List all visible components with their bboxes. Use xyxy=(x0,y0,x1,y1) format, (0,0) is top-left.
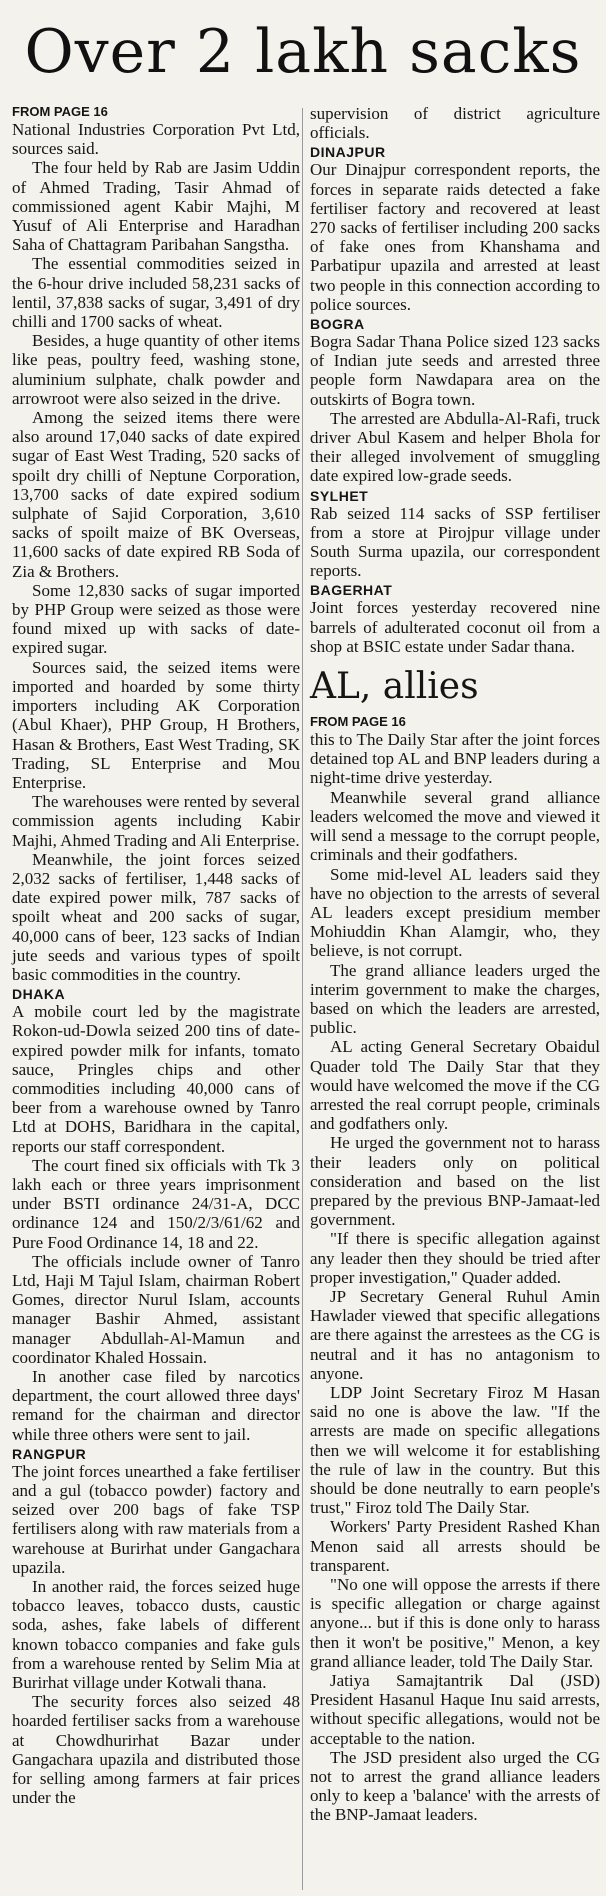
paragraph: The security forces also seized 48 hoarded fertiliser sacks from a warehouse at Chowdhurirhat Bazar under Gangachara upazila and distributed those for selling among farmers at fair prices under the xyxy=(12,1692,300,1808)
paragraph: "If there is specific allegation against any leader then they should be tried after proper investigation," Quader added. xyxy=(310,1229,600,1287)
paragraph: LDP Joint Secretary Firoz M Hasan said no one is above the law. "If the arrests are made on specific allegations then we will welcome it for establishing the rule of law in the country. But this should be done neutrally to earn people's trust," Firoz told The Daily Star. xyxy=(310,1382,600,1518)
paragraph: Some 12,830 sacks of sugar imported by PHP Group were seized as those were found mixed up with sacks of date-expired sugar. xyxy=(12,580,300,658)
paragraph: The arrested are Abdulla-Al-Rafi, truck driver Abul Kasem and helper Bhola for their alleged involvement of smuggling date expired low-grade seeds. xyxy=(310,408,600,486)
paragraph: Some mid-level AL leaders said they have no objection to the arrests of several AL leaders except presidium member Mohiuddin Khan Alamgir, who, they believe, is not corrupt. xyxy=(310,864,600,961)
paragraph: The grand alliance leaders urged the interim government to make the charges, based on which the leaders are arrested, public. xyxy=(310,960,600,1038)
dateline-bogra: BOGRA xyxy=(310,316,365,333)
dateline-sylhet: SYLHET xyxy=(310,487,369,504)
paragraph: Workers' Party President Rashed Khan Menon said all arrests should be transparent. xyxy=(310,1517,600,1575)
section-headline: AL, allies xyxy=(310,666,479,708)
paragraph: Sources said, the seized items were imported and hoarded by some thirty importers including AK Corporation (Abul Khaer), PHP Group, H Brothers, Hasan & Brothers, East West Trading, SK Trading, SL Enterprise and Mou Enterprise. xyxy=(12,657,300,792)
paragraph: In another case filed by narcotics department, the court allowed three days' remand for the chairman and director while three others were sent to jail. xyxy=(12,1367,300,1444)
paragraph: Jatiya Samajtantrik Dal (JSD) President Hasanul Haque Inu said arrests, without specific allegations, would not be acceptable to the nation. xyxy=(310,1671,600,1748)
left-column xyxy=(12,104,300,1807)
dateline-dhaka: DHAKA xyxy=(12,986,66,1003)
paragraph: AL acting General Secretary Obaidul Quader told The Daily Star that they would have welcomed the move if the CG arrested the real corrupt people, criminals and godfathers only. xyxy=(310,1037,600,1134)
dateline-dinajpur: DINAJPUR xyxy=(310,144,386,161)
right-column xyxy=(310,104,600,1825)
paragraph: In another raid, the forces seized huge tobacco leaves, tobacco dusts, caustic soda, ashes, fake labels of different known tobacco companies and fake guls from a warehouse rented by Selim Mia at Burirhat village under Kotwali thana. xyxy=(12,1577,300,1693)
paragraph: The essential commodities seized in the 6-hour drive included 58,231 sacks of lentil, 37,838 sacks of sugar, 3,491 of dry chilli and 1700 sacks of wheat. xyxy=(12,254,300,332)
paragraph: Rab seized 114 sacks of SSP fertiliser from a store at Pirojpur village under South Surma upazila, our correspondent reports. xyxy=(310,503,600,581)
dateline-rangpur: RANGPUR xyxy=(12,1445,87,1462)
paragraph: JP Secretary General Ruhul Amin Hawlader viewed that specific allegations are there against the arrestees as the CG is neutral and it has no antagonism to anyone. xyxy=(310,1286,600,1383)
column-divider xyxy=(302,108,303,1890)
paragraph: Meanwhile, the joint forces seized 2,032 sacks of fertiliser, 1,448 sacks of date expired power milk, 787 sacks of spoilt wheat and 200 sacks of sugar, 40,000 cans of beer, 123 sacks of Indian jute seeds and various types of spoilt basic commodities in the country. xyxy=(12,849,300,984)
continued-from-kicker: FROM PAGE 16 xyxy=(12,104,108,119)
continued-from-kicker: FROM PAGE 16 xyxy=(310,714,406,730)
paragraph: Bogra Sadar Thana Police sized 123 sacks of Indian jute seeds and arrested three people form Nawdapara area on the outskirts of Bogra town. xyxy=(310,332,600,409)
paragraph: Our Dinajpur correspondent reports, the forces in separate raids detected a fake fertiliser factory and recovered at least 270 sacks of fertiliser including 200 sacks of fake ones from Khanshama and Parbatipur upazila and arrested at least two people in this connection according to police sources. xyxy=(310,160,600,314)
paragraph: Besides, a huge quantity of other items like peas, poultry feed, washing stone, aluminium sulphate, chalk powder and arrowroot were also seized in the drive. xyxy=(12,331,300,408)
headline: Over 2 lakh sacks xyxy=(24,17,582,87)
paragraph: Among the seized items there were also around 17,040 sacks of date expired sugar of East West Trading, 520 sacks of spoilt dry chilli of Neptune Corporation, 13,700 sacks of date expired sodium sulphate of Sajid Corporation, 3,610 sacks of spoilt maize of BK Overseas, 11,600 sacks of date expired RB Soda of Zia & Brothers. xyxy=(12,408,300,581)
paragraph: The JSD president also urged the CG not to arrest the grand alliance leaders only to keep a 'balance' with the arrests of the BNP-Jamaat leaders. xyxy=(310,1747,600,1825)
paragraph: The four held by Rab are Jasim Uddin of Ahmed Trading, Tasir Ahmad of commissioned agent Kabir Majhi, M Yusuf of Ali Enterprise and Haradhan Saha of Chattagram Paribahan Sangstha. xyxy=(12,158,300,255)
paragraph: The joint forces unearthed a fake fertiliser and a gul (tobacco powder) factory and seized over 200 bags of fake TSP fertilisers along with raw materials from a warehouse at Burirhat under Gangachara upazila. xyxy=(12,1461,300,1577)
paragraph: He urged the government not to harass their leaders only on political consideration and based on the list prepared by the previous BNP-Jamaat-led government. xyxy=(310,1133,600,1230)
paragraph: National Industries Corporation Pvt Ltd, sources said. xyxy=(12,120,300,159)
paragraph: this to The Daily Star after the joint forces detained top AL and BNP leaders during a night-time drive yesterday. xyxy=(310,730,600,788)
paragraph: The warehouses were rented by several commission agents including Kabir Majhi, Ahmed Trading and Ali Enterprise. xyxy=(12,792,300,850)
paragraph: The officials include owner of Tanro Ltd, Haji M Tajul Islam, chairman Robert Gomes, director Nurul Islam, accounts manager Bashir Ahmed, assistant manager Abdullah-Al-Mamun and coordinator Khaled Hossain. xyxy=(12,1251,300,1367)
paragraph: A mobile court led by the magistrate Rokon-ud-Dowla seized 200 tins of date-expired powder milk for infants, tomato sauce, Pringles chips and other commodities including 40,000 cans of beer from a warehouse owned by Tanro Ltd at DOHS, Baridhara in the capital, reports our staff correspondent. xyxy=(12,1002,300,1156)
paragraph: Joint forces yesterday recovered nine barrels of adulterated coconut oil from a shop at BSIC estate under Sadar thana. xyxy=(310,598,600,656)
paragraph: Meanwhile several grand alliance leaders welcomed the move and viewed it will send a message to the corrupt people, criminals and their godfathers. xyxy=(310,787,600,865)
dateline-bagerhat: BAGERHAT xyxy=(310,582,393,599)
paragraph: The court fined six officials with Tk 3 lakh each or three years imprisonment under BSTI ordinance 24/31-A, DCC ordinance 124 and 150/2/3/61/62 and Pure Food Ordinance 14, 18 and 22. xyxy=(12,1155,300,1252)
paragraph: "No one will oppose the arrests if there is specific allegation or charge against anyone... but if this is done only to harass then it won't be positive," Menon, a key grand alliance leader, told The Daily Star. xyxy=(310,1575,600,1671)
paragraph: supervision of district agriculture officials. xyxy=(310,104,600,143)
